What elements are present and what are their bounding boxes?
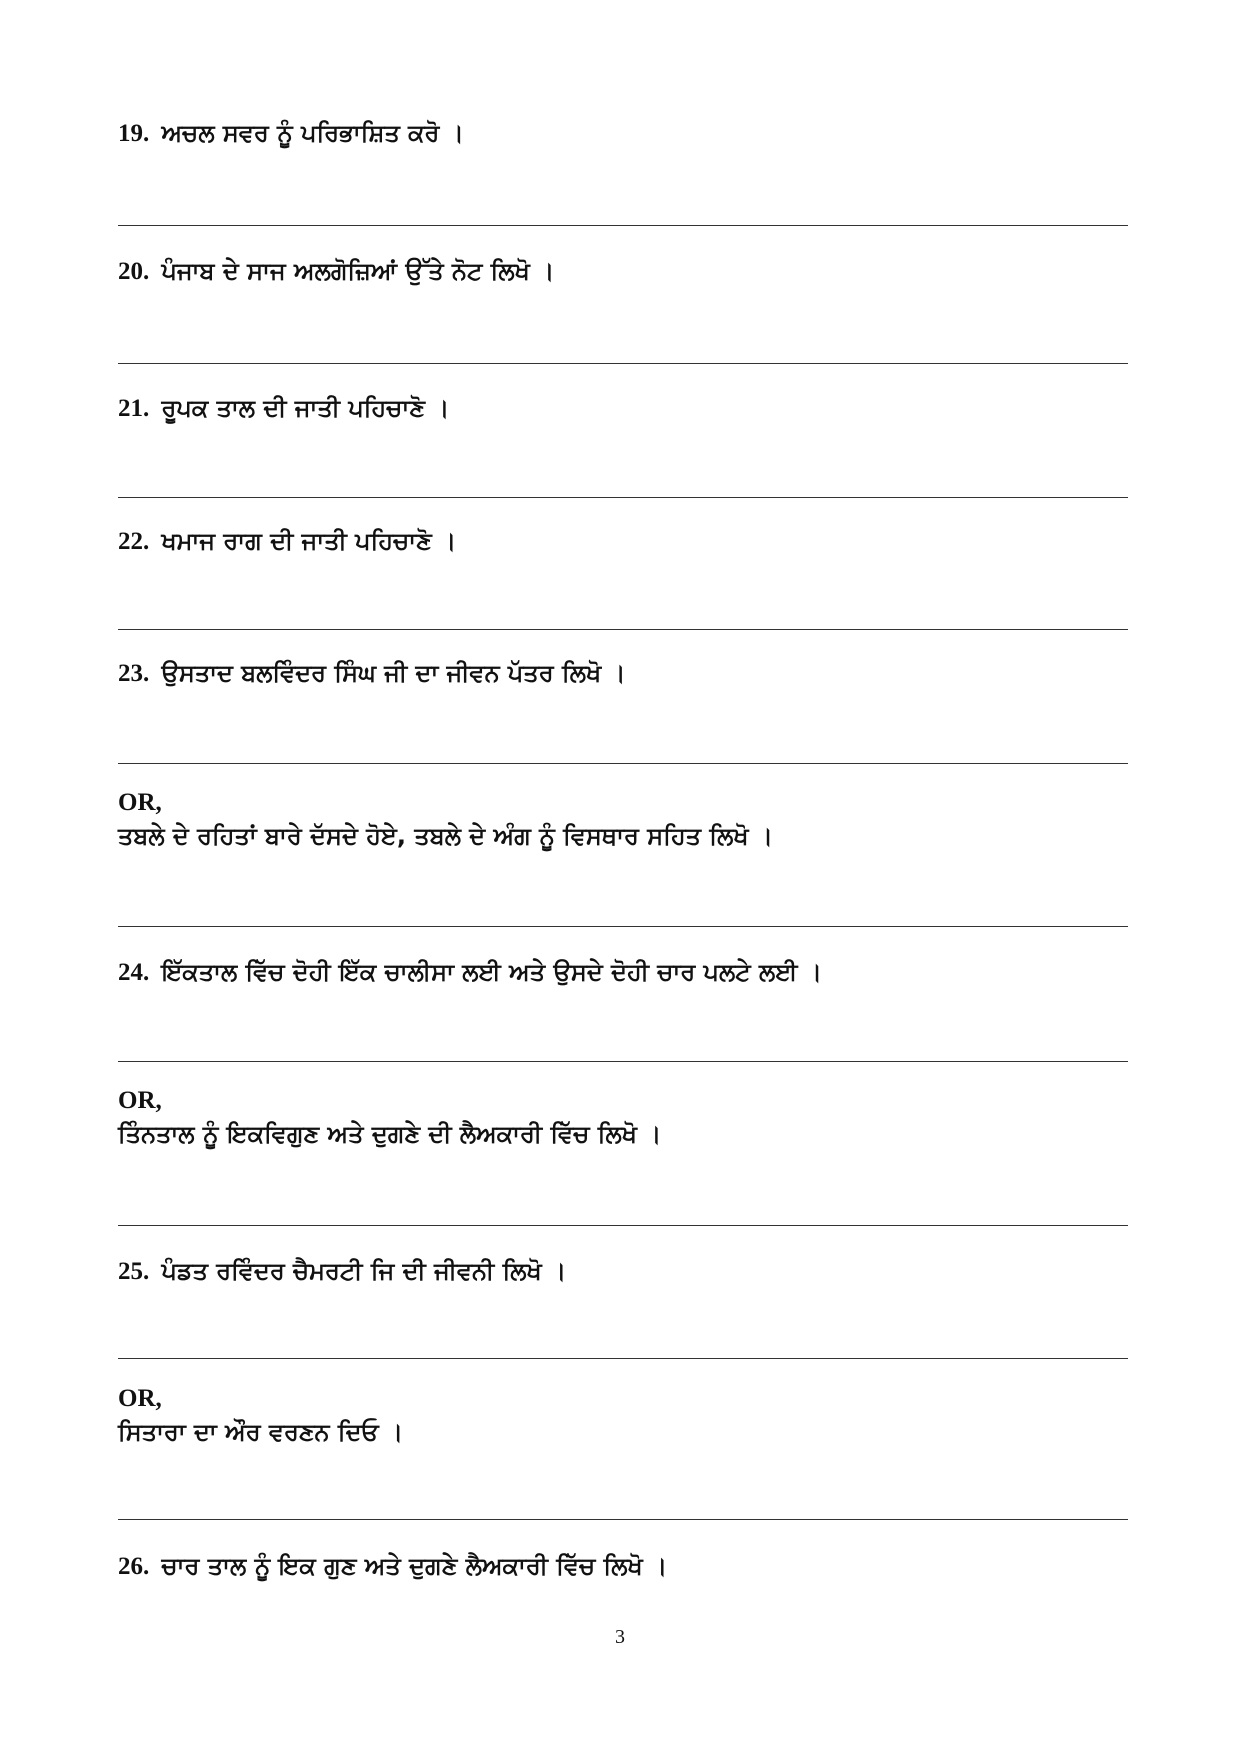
question-24 bbox=[118, 955, 1128, 990]
question-text: ਤਬਲੇ ਦੇ ਰਹਿਤਾਂ ਬਾਰੇ ਦੱਸਦੇ ਹੋਏ, ਤਬਲੇ ਦੇ ਅੰਗ ਨੂੰ ਵਿਸਥਾਰ ਸਹਿਤ ਲਿਖੋ । bbox=[118, 822, 774, 850]
question-number: 26. bbox=[118, 1553, 150, 1580]
or-alternative-23 bbox=[118, 788, 1128, 854]
or-label: OR, bbox=[118, 1087, 162, 1114]
answer-line bbox=[118, 497, 1128, 498]
question-21 bbox=[118, 391, 1128, 426]
answer-line bbox=[118, 1519, 1128, 1520]
answer-line bbox=[118, 1225, 1128, 1226]
question-text: ਇੱਕਤਾਲ ਵਿੱਚ ਦੋਹੀ ਇੱਕ ਚਾਲੀਸਾ ਲਈ ਅਤੇ ਉਸਦੇ ਦੋਹੀ ਚਾਰ ਪਲਟੇ ਲਈ । bbox=[161, 958, 823, 986]
question-20 bbox=[118, 254, 1128, 289]
question-number: 21. bbox=[118, 395, 150, 422]
question-text: ਰੂਪਕ ਤਾਲ ਦੀ ਜਾਤੀ ਪਹਿਚਾਣੋ । bbox=[161, 394, 450, 422]
answer-line bbox=[118, 1061, 1128, 1062]
answer-line bbox=[118, 225, 1128, 226]
or-alternative-25 bbox=[118, 1384, 1128, 1450]
question-25 bbox=[118, 1254, 1128, 1289]
answer-line bbox=[118, 363, 1128, 364]
question-23 bbox=[118, 656, 1128, 691]
or-alternative-24 bbox=[118, 1086, 1128, 1152]
question-22 bbox=[118, 524, 1128, 559]
question-number: 25. bbox=[118, 1258, 150, 1285]
question-text: ਚਾਰ ਤਾਲ ਨੂੰ ਇਕ ਗੁਣ ਅਤੇ ਦੁਗਣੇ ਲੈਅਕਾਰੀ ਵਿੱਚ ਲਿਖੋ । bbox=[161, 1552, 668, 1580]
answer-line bbox=[118, 629, 1128, 630]
question-19 bbox=[118, 116, 1128, 151]
page-number: 3 bbox=[615, 1626, 625, 1648]
question-number: 22. bbox=[118, 528, 150, 555]
answer-line bbox=[118, 1358, 1128, 1359]
question-text: ਪੰਜਾਬ ਦੇ ਸਾਜ ਅਲਗੋਜ਼ਿਆਂ ਉੱਤੇ ਨੋਟ ਲਿਖੋ । bbox=[161, 257, 555, 285]
question-text: ਅਚਲ ਸਵਰ ਨੂੰ ਪਰਿਭਾਸ਼ਿਤ ਕਰੋ । bbox=[161, 119, 464, 147]
or-label: OR, bbox=[118, 1385, 162, 1412]
question-text: ਸਿਤਾਰਾ ਦਾ ਔਰ ਵਰਣਨ ਦਿਓ । bbox=[118, 1418, 404, 1446]
question-number: 19. bbox=[118, 120, 150, 147]
answer-line bbox=[118, 926, 1128, 927]
question-number: 20. bbox=[118, 258, 150, 285]
question-text: ਤਿੰਨਤਾਲ ਨੂੰ ਇਕਵਿਗੁਣ ਅਤੇ ਦੁਗਣੇ ਦੀ ਲੈਅਕਾਰੀ ਵਿੱਚ ਲਿਖੋ । bbox=[118, 1120, 662, 1148]
question-text: ਪੰਡਤ ਰਵਿੰਦਰ ਚੈਮਰਟੀ ਜਿ ਦੀ ਜੀਵਨੀ ਲਿਖੋ । bbox=[161, 1257, 567, 1285]
or-label: OR, bbox=[118, 789, 162, 816]
question-text: ਖਮਾਜ ਰਾਗ ਦੀ ਜਾਤੀ ਪਹਿਚਾਣੋ । bbox=[161, 527, 457, 555]
question-number: 24. bbox=[118, 959, 150, 986]
question-text: ਉਸਤਾਦ ਬਲਵਿੰਦਰ ਸਿੰਘ ਜੀ ਦਾ ਜੀਵਨ ਪੱਤਰ ਲਿਖੋ । bbox=[161, 659, 626, 687]
answer-line bbox=[118, 763, 1128, 764]
question-number: 23. bbox=[118, 660, 150, 687]
question-26 bbox=[118, 1549, 1128, 1584]
